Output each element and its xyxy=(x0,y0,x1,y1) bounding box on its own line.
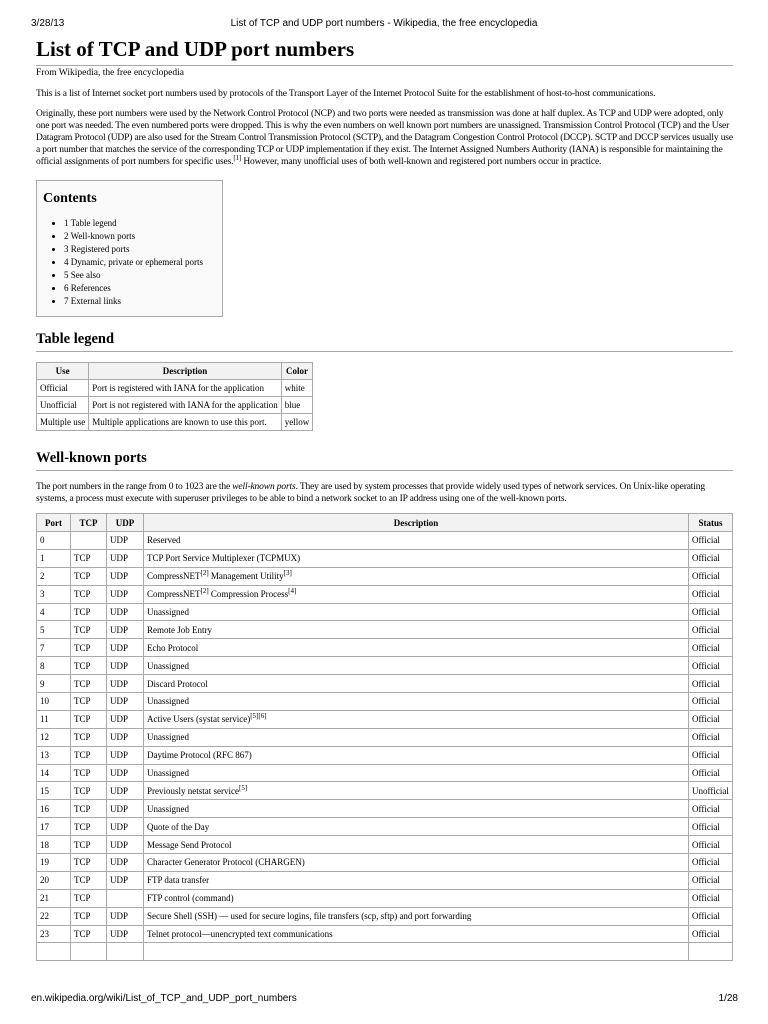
toc-item[interactable]: • 1 Table legend xyxy=(64,217,222,230)
port-number-cell: 1 xyxy=(37,549,71,567)
description-text: Discard Protocol xyxy=(147,678,208,689)
udp-cell: UDP xyxy=(107,800,144,818)
reference-link[interactable]: [1] xyxy=(233,153,242,162)
port-number-cell: 8 xyxy=(37,657,71,675)
tcp-cell: TCP xyxy=(71,836,107,854)
port-number-cell: 3 xyxy=(37,585,71,603)
udp-cell: UDP xyxy=(107,549,144,567)
table-row xyxy=(37,764,733,782)
status-cell: Official xyxy=(689,764,733,782)
description-cell xyxy=(144,585,689,603)
port-number-cell: 14 xyxy=(37,764,71,782)
toc-item[interactable]: • 2 Well-known ports xyxy=(64,230,222,243)
ports-table xyxy=(36,513,733,961)
status-cell: Official xyxy=(689,871,733,889)
table-row xyxy=(37,585,733,603)
status-cell: Official xyxy=(689,585,733,603)
table-row xyxy=(37,657,733,675)
tcp-cell: TCP xyxy=(71,585,107,603)
port-number-cell xyxy=(37,943,71,961)
status-cell: Official xyxy=(689,854,733,872)
port-number-cell: 15 xyxy=(37,782,71,800)
port-number-cell: 20 xyxy=(37,871,71,889)
table-row xyxy=(37,621,733,639)
udp-cell: UDP xyxy=(107,746,144,764)
table-row xyxy=(37,603,733,621)
status-cell xyxy=(689,943,733,961)
status-cell: Official xyxy=(689,567,733,585)
reference-link[interactable]: [5][6] xyxy=(250,712,267,721)
table-row xyxy=(37,532,733,550)
status-cell: Official xyxy=(689,925,733,943)
port-number-cell: 22 xyxy=(37,907,71,925)
toc-item[interactable]: • 6 References xyxy=(64,282,222,295)
port-number-cell: 5 xyxy=(37,621,71,639)
description-text: Unassigned xyxy=(147,732,189,743)
table-row xyxy=(37,871,733,889)
description-text: FTP data transfer xyxy=(147,875,210,886)
status-cell: Official xyxy=(689,889,733,907)
page-title: List of TCP and UDP port numbers xyxy=(36,36,733,66)
description-cell xyxy=(144,710,689,728)
description-cell xyxy=(144,943,689,961)
tcp-cell: TCP xyxy=(71,746,107,764)
description-cell xyxy=(144,854,689,872)
port-number-cell: 2 xyxy=(37,567,71,585)
table-row xyxy=(37,943,733,961)
status-cell: Official xyxy=(689,693,733,711)
status-cell: Official xyxy=(689,657,733,675)
status-cell: Official xyxy=(689,710,733,728)
table-row xyxy=(37,889,733,907)
description-cell xyxy=(144,925,689,943)
ports-header-row xyxy=(37,514,733,532)
tcp-cell: TCP xyxy=(71,603,107,621)
tcp-cell: TCP xyxy=(71,818,107,836)
description-cell xyxy=(144,836,689,854)
udp-cell: UDP xyxy=(107,818,144,836)
udp-cell xyxy=(107,943,144,961)
description-text: Unassigned xyxy=(147,803,189,814)
table-row xyxy=(37,782,733,800)
description-cell xyxy=(144,746,689,764)
table-row xyxy=(37,693,733,711)
udp-cell xyxy=(107,889,144,907)
tcp-cell: TCP xyxy=(71,567,107,585)
article-source: From Wikipedia, the free encyclopedia xyxy=(36,68,184,78)
description-cell xyxy=(144,567,689,585)
tcp-cell: TCP xyxy=(71,621,107,639)
port-number-cell: 9 xyxy=(37,675,71,693)
port-number-cell: 17 xyxy=(37,818,71,836)
description-text: TCP Port Service Multiplexer (TCPMUX) xyxy=(147,553,301,564)
table-row xyxy=(37,675,733,693)
table-row xyxy=(37,907,733,925)
udp-cell: UDP xyxy=(107,621,144,639)
tcp-cell: TCP xyxy=(71,800,107,818)
port-number-cell: 7 xyxy=(37,639,71,657)
status-cell: Official xyxy=(689,818,733,836)
description-text: Quote of the Day xyxy=(147,821,210,832)
description-text: Unassigned xyxy=(147,768,189,779)
legend-row xyxy=(37,397,313,414)
udp-cell: UDP xyxy=(107,657,144,675)
description-cell xyxy=(144,889,689,907)
udp-cell: UDP xyxy=(107,603,144,621)
port-number-cell: 16 xyxy=(37,800,71,818)
table-row xyxy=(37,800,733,818)
table-row xyxy=(37,639,733,657)
legend-column-header: Use xyxy=(37,363,89,380)
table-row xyxy=(37,818,733,836)
description-text: Unassigned xyxy=(147,696,189,707)
tcp-cell: TCP xyxy=(71,871,107,889)
port-number-cell: 13 xyxy=(37,746,71,764)
port-number-cell: 21 xyxy=(37,889,71,907)
print-page-title: List of TCP and UDP port numbers - Wikipedia, the free encyclopedia xyxy=(230,18,538,29)
udp-cell: UDP xyxy=(107,728,144,746)
print-footer xyxy=(0,993,768,1007)
table-row xyxy=(37,836,733,854)
tcp-cell: TCP xyxy=(71,549,107,567)
tcp-cell: TCP xyxy=(71,907,107,925)
legend-cell: blue xyxy=(281,397,313,414)
description-cell xyxy=(144,871,689,889)
article-content xyxy=(36,36,733,961)
well-known-text-a: The port numbers in the range from 0 to 1023 are the xyxy=(36,482,233,492)
description-text: CompressNET xyxy=(147,589,201,600)
description-cell xyxy=(144,549,689,567)
tcp-cell: TCP xyxy=(71,782,107,800)
toc-item[interactable]: • 5 See also xyxy=(64,269,222,282)
reference-link[interactable]: [3] xyxy=(283,569,292,578)
description-cell xyxy=(144,907,689,925)
status-cell: Official xyxy=(689,836,733,854)
legend-cell: white xyxy=(281,380,313,397)
description-cell xyxy=(144,603,689,621)
description-text-cont: Compression Process xyxy=(208,589,289,600)
table-of-contents xyxy=(36,180,223,317)
description-text-cont: Management Utility xyxy=(208,571,284,582)
toc-item[interactable]: • 4 Dynamic, private or ephemeral ports xyxy=(64,256,222,269)
description-cell xyxy=(144,621,689,639)
port-number-cell: 4 xyxy=(37,603,71,621)
intro-paragraph: This is a list of Internet socket port numbers used by protocols of the Transport Layer of the Internet Protocol Suite for the establishment of host-to-host communications. xyxy=(36,89,656,99)
reference-link[interactable]: [2] xyxy=(200,569,209,578)
toc-title: Contents xyxy=(43,191,97,206)
description-cell xyxy=(144,657,689,675)
legend-row xyxy=(37,414,313,431)
well-known-term: well-known ports xyxy=(232,482,296,492)
tcp-cell: TCP xyxy=(71,889,107,907)
status-cell: Official xyxy=(689,800,733,818)
tcp-cell: TCP xyxy=(71,854,107,872)
description-text: Message Send Protocol xyxy=(147,839,232,850)
status-cell: Official xyxy=(689,621,733,639)
description-text: Active Users (systat service) xyxy=(147,714,251,725)
udp-cell: UDP xyxy=(107,693,144,711)
description-text: Secure Shell (SSH) — used for secure logins, file transfers (scp, sftp) and port forwarding xyxy=(147,911,472,922)
tcp-cell xyxy=(71,532,107,550)
description-column-header: Description xyxy=(144,514,689,532)
description-cell xyxy=(144,693,689,711)
port-number-cell: 23 xyxy=(37,925,71,943)
port-number-cell: 19 xyxy=(37,854,71,872)
reference-link[interactable]: [4] xyxy=(288,587,297,596)
udp-cell: UDP xyxy=(107,764,144,782)
well-known-paragraph xyxy=(36,481,733,505)
print-date: 3/28/13 xyxy=(31,18,65,29)
description-text: Previously netstat service xyxy=(147,785,239,796)
udp-cell: UDP xyxy=(107,532,144,550)
description-text: Echo Protocol xyxy=(147,642,199,653)
description-text: Telnet protocol—unencrypted text communications xyxy=(147,929,333,940)
status-cell: Official xyxy=(689,907,733,925)
table-row xyxy=(37,925,733,943)
description-text: Daytime Protocol (RFC 867) xyxy=(147,750,252,761)
legend-header-row xyxy=(37,363,313,380)
status-cell: Official xyxy=(689,549,733,567)
udp-cell: UDP xyxy=(107,782,144,800)
udp-cell: UDP xyxy=(107,854,144,872)
toc-item[interactable]: • 3 Registered ports xyxy=(64,243,222,256)
history-paragraph xyxy=(36,108,733,168)
status-cell: Official xyxy=(689,746,733,764)
table-row xyxy=(37,710,733,728)
tcp-cell: TCP xyxy=(71,710,107,728)
status-column-header: Status xyxy=(689,514,733,532)
port-number-cell: 12 xyxy=(37,728,71,746)
port-column-header: Port xyxy=(37,514,71,532)
well-known-text-b: . They are used by system processes that provide widely used types of network services. On Unix-like operating systems, a process must execute with superuser privileges to be able to bind a network socket to an IP address using one of the well-known ports. xyxy=(36,482,705,504)
udp-cell: UDP xyxy=(107,925,144,943)
port-number-cell: 11 xyxy=(37,710,71,728)
print-page-number: 1/28 xyxy=(718,993,738,1004)
legend-column-header: Description xyxy=(89,363,281,380)
udp-column-header: UDP xyxy=(107,514,144,532)
description-cell xyxy=(144,675,689,693)
legend-table xyxy=(36,362,313,431)
description-cell xyxy=(144,728,689,746)
reference-link[interactable]: [2] xyxy=(200,587,209,596)
toc-list xyxy=(42,217,222,308)
description-text: Unassigned xyxy=(147,660,189,671)
tcp-cell: TCP xyxy=(71,675,107,693)
status-cell: Official xyxy=(689,675,733,693)
history-text-a: Originally, these port numbers were used by the Network Control Protocol (NCP) and two ports were needed as transmission was done at half duplex. As TCP and UDP were adopted, only one port was needed. The even numbered ports were dropped. This is why the even numbers on well known port numbers are unassigned. Transmission Control Protocol (TCP) and the User Datagram Protocol (UDP) are also used for the Stream Control Transmission Protocol (SCTP), and the Datagram Congestion Control Protocol (DCCP). SCTP and DCCP services usually use a port number that matches the service of the corresponding TCP or UDP implementation if they exist. The Internet Assigned Numbers Authority (IANA) is responsible for maintaining the official assignments of port numbers for specific uses. xyxy=(36,109,733,167)
section-heading-well-known-ports: Well-known ports xyxy=(36,449,733,471)
table-row xyxy=(37,854,733,872)
legend-cell: Port is registered with IANA for the application xyxy=(89,380,281,397)
tcp-cell: TCP xyxy=(71,728,107,746)
udp-cell: UDP xyxy=(107,836,144,854)
description-text: Character Generator Protocol (CHARGEN) xyxy=(147,857,305,868)
table-row xyxy=(37,567,733,585)
status-cell: Official xyxy=(689,603,733,621)
description-text: Reserved xyxy=(147,535,181,546)
port-number-cell: 18 xyxy=(37,836,71,854)
udp-cell: UDP xyxy=(107,567,144,585)
print-url: en.wikipedia.org/wiki/List_of_TCP_and_UDP_port_numbers xyxy=(31,993,297,1004)
udp-cell: UDP xyxy=(107,907,144,925)
tcp-cell xyxy=(71,943,107,961)
description-cell xyxy=(144,764,689,782)
table-row xyxy=(37,549,733,567)
udp-cell: UDP xyxy=(107,871,144,889)
tcp-column-header: TCP xyxy=(71,514,107,532)
table-row xyxy=(37,746,733,764)
description-cell xyxy=(144,639,689,657)
toc-item[interactable]: • 7 External links xyxy=(64,295,222,308)
description-cell xyxy=(144,818,689,836)
tcp-cell: TCP xyxy=(71,657,107,675)
status-cell: Official xyxy=(689,532,733,550)
udp-cell: UDP xyxy=(107,710,144,728)
description-cell xyxy=(144,532,689,550)
status-cell: Unofficial xyxy=(689,782,733,800)
description-cell xyxy=(144,782,689,800)
description-cell xyxy=(144,800,689,818)
description-text: Unassigned xyxy=(147,607,189,617)
print-header xyxy=(0,18,768,32)
legend-row xyxy=(37,380,313,397)
legend-cell: Port is not registered with IANA for the application xyxy=(89,397,281,414)
status-cell: Official xyxy=(689,639,733,657)
udp-cell: UDP xyxy=(107,675,144,693)
section-heading-table-legend: Table legend xyxy=(36,330,733,352)
udp-cell: UDP xyxy=(107,585,144,603)
udp-cell: UDP xyxy=(107,639,144,657)
tcp-cell: TCP xyxy=(71,639,107,657)
legend-column-header: Color xyxy=(281,363,313,380)
legend-cell: Multiple applications are known to use this port. xyxy=(89,414,281,431)
description-text: Remote Job Entry xyxy=(147,624,212,635)
description-text: CompressNET xyxy=(147,571,201,582)
table-row xyxy=(37,728,733,746)
legend-cell: Multiple use xyxy=(37,414,89,431)
legend-cell: Official xyxy=(37,380,89,397)
legend-cell: Unofficial xyxy=(37,397,89,414)
tcp-cell: TCP xyxy=(71,693,107,711)
tcp-cell: TCP xyxy=(71,925,107,943)
port-number-cell: 10 xyxy=(37,693,71,711)
tcp-cell: TCP xyxy=(71,764,107,782)
reference-link[interactable]: [5] xyxy=(238,783,248,792)
status-cell: Official xyxy=(689,728,733,746)
port-number-cell: 0 xyxy=(37,532,71,550)
history-text-b: However, many unofficial uses of both well-known and registered port numbers occur in practice. xyxy=(241,157,602,167)
legend-cell: yellow xyxy=(281,414,313,431)
description-text: FTP control (command) xyxy=(147,893,234,904)
